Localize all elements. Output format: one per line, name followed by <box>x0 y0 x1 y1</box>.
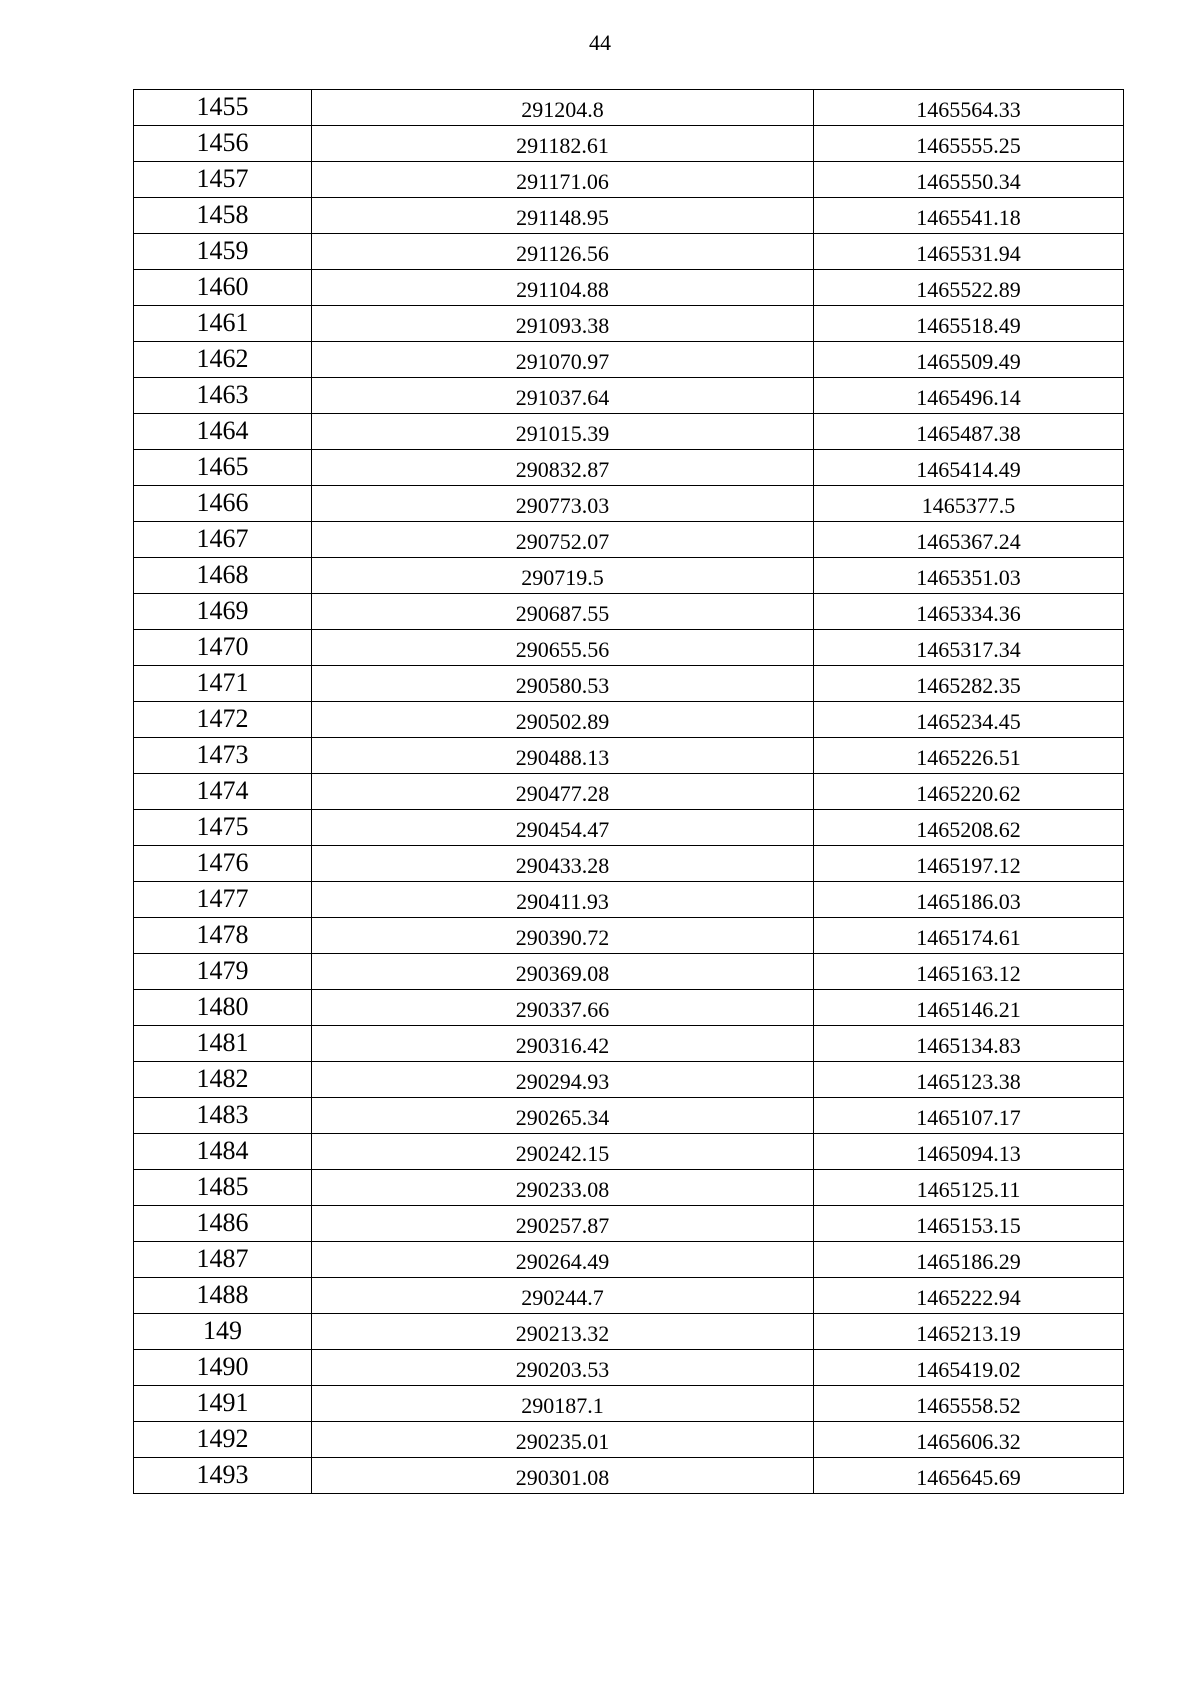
x-coordinate-cell: 291148.95 <box>312 198 814 234</box>
y-coordinate-cell: 1465213.19 <box>814 1314 1124 1350</box>
x-coordinate-cell: 290301.08 <box>312 1458 814 1494</box>
point-id-cell: 1472 <box>134 702 312 738</box>
y-coordinate-cell: 1465094.13 <box>814 1134 1124 1170</box>
point-id-cell: 1467 <box>134 522 312 558</box>
point-id-cell: 1471 <box>134 666 312 702</box>
point-id-cell: 1487 <box>134 1242 312 1278</box>
y-coordinate-cell: 1465146.21 <box>814 990 1124 1026</box>
x-coordinate-cell: 290203.53 <box>312 1350 814 1386</box>
x-coordinate-cell: 290265.34 <box>312 1098 814 1134</box>
table-row <box>134 846 1124 882</box>
y-coordinate-cell: 1465414.49 <box>814 450 1124 486</box>
point-id-cell: 1461 <box>134 306 312 342</box>
table-row <box>134 882 1124 918</box>
point-id-cell: 1485 <box>134 1170 312 1206</box>
table-row <box>134 1134 1124 1170</box>
point-id-cell: 1473 <box>134 738 312 774</box>
table-row <box>134 1206 1124 1242</box>
x-coordinate-cell: 290454.47 <box>312 810 814 846</box>
point-id-cell: 1468 <box>134 558 312 594</box>
table-row <box>134 990 1124 1026</box>
table-row <box>134 810 1124 846</box>
coordinates-table <box>133 89 1124 1494</box>
point-id-cell: 1491 <box>134 1386 312 1422</box>
y-coordinate-cell: 1465645.69 <box>814 1458 1124 1494</box>
y-coordinate-cell: 1465564.33 <box>814 90 1124 126</box>
y-coordinate-cell: 1465174.61 <box>814 918 1124 954</box>
point-id-cell: 1483 <box>134 1098 312 1134</box>
table-row <box>134 666 1124 702</box>
x-coordinate-cell: 290233.08 <box>312 1170 814 1206</box>
table-row <box>134 1026 1124 1062</box>
x-coordinate-cell: 291015.39 <box>312 414 814 450</box>
y-coordinate-cell: 1465518.49 <box>814 306 1124 342</box>
table-row <box>134 234 1124 270</box>
x-coordinate-cell: 291171.06 <box>312 162 814 198</box>
point-id-cell: 1478 <box>134 918 312 954</box>
x-coordinate-cell: 290257.87 <box>312 1206 814 1242</box>
table-row <box>134 630 1124 666</box>
y-coordinate-cell: 1465186.29 <box>814 1242 1124 1278</box>
x-coordinate-cell: 290213.32 <box>312 1314 814 1350</box>
table-row <box>134 414 1124 450</box>
table-row <box>134 486 1124 522</box>
x-coordinate-cell: 290752.07 <box>312 522 814 558</box>
point-id-cell: 1484 <box>134 1134 312 1170</box>
point-id-cell: 1479 <box>134 954 312 990</box>
y-coordinate-cell: 1465197.12 <box>814 846 1124 882</box>
table-row <box>134 1314 1124 1350</box>
table-row <box>134 774 1124 810</box>
x-coordinate-cell: 290488.13 <box>312 738 814 774</box>
table-row <box>134 1278 1124 1314</box>
point-id-cell: 1456 <box>134 126 312 162</box>
point-id-cell: 1475 <box>134 810 312 846</box>
table-row <box>134 306 1124 342</box>
x-coordinate-cell: 290390.72 <box>312 918 814 954</box>
y-coordinate-cell: 1465226.51 <box>814 738 1124 774</box>
table-row <box>134 126 1124 162</box>
table-row <box>134 918 1124 954</box>
point-id-cell: 1477 <box>134 882 312 918</box>
y-coordinate-cell: 1465487.38 <box>814 414 1124 450</box>
table-row <box>134 738 1124 774</box>
x-coordinate-cell: 290235.01 <box>312 1422 814 1458</box>
table-row <box>134 198 1124 234</box>
y-coordinate-cell: 1465367.24 <box>814 522 1124 558</box>
y-coordinate-cell: 1465317.34 <box>814 630 1124 666</box>
x-coordinate-cell: 291093.38 <box>312 306 814 342</box>
point-id-cell: 1462 <box>134 342 312 378</box>
table-row <box>134 1386 1124 1422</box>
y-coordinate-cell: 1465125.11 <box>814 1170 1124 1206</box>
point-id-cell: 1463 <box>134 378 312 414</box>
table-row <box>134 1170 1124 1206</box>
x-coordinate-cell: 290337.66 <box>312 990 814 1026</box>
x-coordinate-cell: 291126.56 <box>312 234 814 270</box>
point-id-cell: 1464 <box>134 414 312 450</box>
y-coordinate-cell: 1465282.35 <box>814 666 1124 702</box>
x-coordinate-cell: 290832.87 <box>312 450 814 486</box>
table-row <box>134 1458 1124 1494</box>
x-coordinate-cell: 290264.49 <box>312 1242 814 1278</box>
x-coordinate-cell: 290187.1 <box>312 1386 814 1422</box>
table-row <box>134 1098 1124 1134</box>
point-id-cell: 1465 <box>134 450 312 486</box>
x-coordinate-cell: 291104.88 <box>312 270 814 306</box>
point-id-cell: 1481 <box>134 1026 312 1062</box>
y-coordinate-cell: 1465496.14 <box>814 378 1124 414</box>
x-coordinate-cell: 290294.93 <box>312 1062 814 1098</box>
x-coordinate-cell: 291182.61 <box>312 126 814 162</box>
point-id-cell: 1482 <box>134 1062 312 1098</box>
point-id-cell: 1474 <box>134 774 312 810</box>
y-coordinate-cell: 1465509.49 <box>814 342 1124 378</box>
x-coordinate-cell: 290433.28 <box>312 846 814 882</box>
y-coordinate-cell: 1465186.03 <box>814 882 1124 918</box>
point-id-cell: 1469 <box>134 594 312 630</box>
coordinates-table-body <box>134 90 1124 1494</box>
point-id-cell: 1492 <box>134 1422 312 1458</box>
point-id-cell: 1493 <box>134 1458 312 1494</box>
y-coordinate-cell: 1465555.25 <box>814 126 1124 162</box>
x-coordinate-cell: 290687.55 <box>312 594 814 630</box>
y-coordinate-cell: 1465531.94 <box>814 234 1124 270</box>
point-id-cell: 1458 <box>134 198 312 234</box>
x-coordinate-cell: 290719.5 <box>312 558 814 594</box>
point-id-cell: 1457 <box>134 162 312 198</box>
x-coordinate-cell: 290773.03 <box>312 486 814 522</box>
y-coordinate-cell: 1465541.18 <box>814 198 1124 234</box>
point-id-cell: 1455 <box>134 90 312 126</box>
point-id-cell: 1460 <box>134 270 312 306</box>
x-coordinate-cell: 290244.7 <box>312 1278 814 1314</box>
y-coordinate-cell: 1465153.15 <box>814 1206 1124 1242</box>
page-number: 44 <box>589 30 611 55</box>
y-coordinate-cell: 1465334.36 <box>814 594 1124 630</box>
table-row <box>134 1242 1124 1278</box>
y-coordinate-cell: 1465419.02 <box>814 1350 1124 1386</box>
point-id-cell: 1459 <box>134 234 312 270</box>
point-id-cell: 1470 <box>134 630 312 666</box>
x-coordinate-cell: 290655.56 <box>312 630 814 666</box>
table-row <box>134 342 1124 378</box>
table-row <box>134 1350 1124 1386</box>
y-coordinate-cell: 1465606.32 <box>814 1422 1124 1458</box>
table-row <box>134 450 1124 486</box>
x-coordinate-cell: 290411.93 <box>312 882 814 918</box>
y-coordinate-cell: 1465377.5 <box>814 486 1124 522</box>
y-coordinate-cell: 1465123.38 <box>814 1062 1124 1098</box>
x-coordinate-cell: 290580.53 <box>312 666 814 702</box>
y-coordinate-cell: 1465351.03 <box>814 558 1124 594</box>
point-id-cell: 1466 <box>134 486 312 522</box>
table-row <box>134 954 1124 990</box>
y-coordinate-cell: 1465522.89 <box>814 270 1124 306</box>
y-coordinate-cell: 1465234.45 <box>814 702 1124 738</box>
table-row <box>134 558 1124 594</box>
x-coordinate-cell: 291204.8 <box>312 90 814 126</box>
table-row <box>134 90 1124 126</box>
y-coordinate-cell: 1465220.62 <box>814 774 1124 810</box>
table-row <box>134 378 1124 414</box>
point-id-cell: 1488 <box>134 1278 312 1314</box>
table-row <box>134 522 1124 558</box>
table-row <box>134 702 1124 738</box>
x-coordinate-cell: 290502.89 <box>312 702 814 738</box>
point-id-cell: 1480 <box>134 990 312 1026</box>
x-coordinate-cell: 290316.42 <box>312 1026 814 1062</box>
x-coordinate-cell: 291037.64 <box>312 378 814 414</box>
point-id-cell: 149 <box>134 1314 312 1350</box>
y-coordinate-cell: 1465163.12 <box>814 954 1124 990</box>
y-coordinate-cell: 1465107.17 <box>814 1098 1124 1134</box>
x-coordinate-cell: 290477.28 <box>312 774 814 810</box>
y-coordinate-cell: 1465208.62 <box>814 810 1124 846</box>
x-coordinate-cell: 290242.15 <box>312 1134 814 1170</box>
y-coordinate-cell: 1465134.83 <box>814 1026 1124 1062</box>
point-id-cell: 1486 <box>134 1206 312 1242</box>
y-coordinate-cell: 1465558.52 <box>814 1386 1124 1422</box>
x-coordinate-cell: 290369.08 <box>312 954 814 990</box>
point-id-cell: 1490 <box>134 1350 312 1386</box>
y-coordinate-cell: 1465222.94 <box>814 1278 1124 1314</box>
table-row <box>134 162 1124 198</box>
point-id-cell: 1476 <box>134 846 312 882</box>
y-coordinate-cell: 1465550.34 <box>814 162 1124 198</box>
table-row <box>134 1062 1124 1098</box>
table-row <box>134 594 1124 630</box>
table-row <box>134 1422 1124 1458</box>
x-coordinate-cell: 291070.97 <box>312 342 814 378</box>
table-row <box>134 270 1124 306</box>
